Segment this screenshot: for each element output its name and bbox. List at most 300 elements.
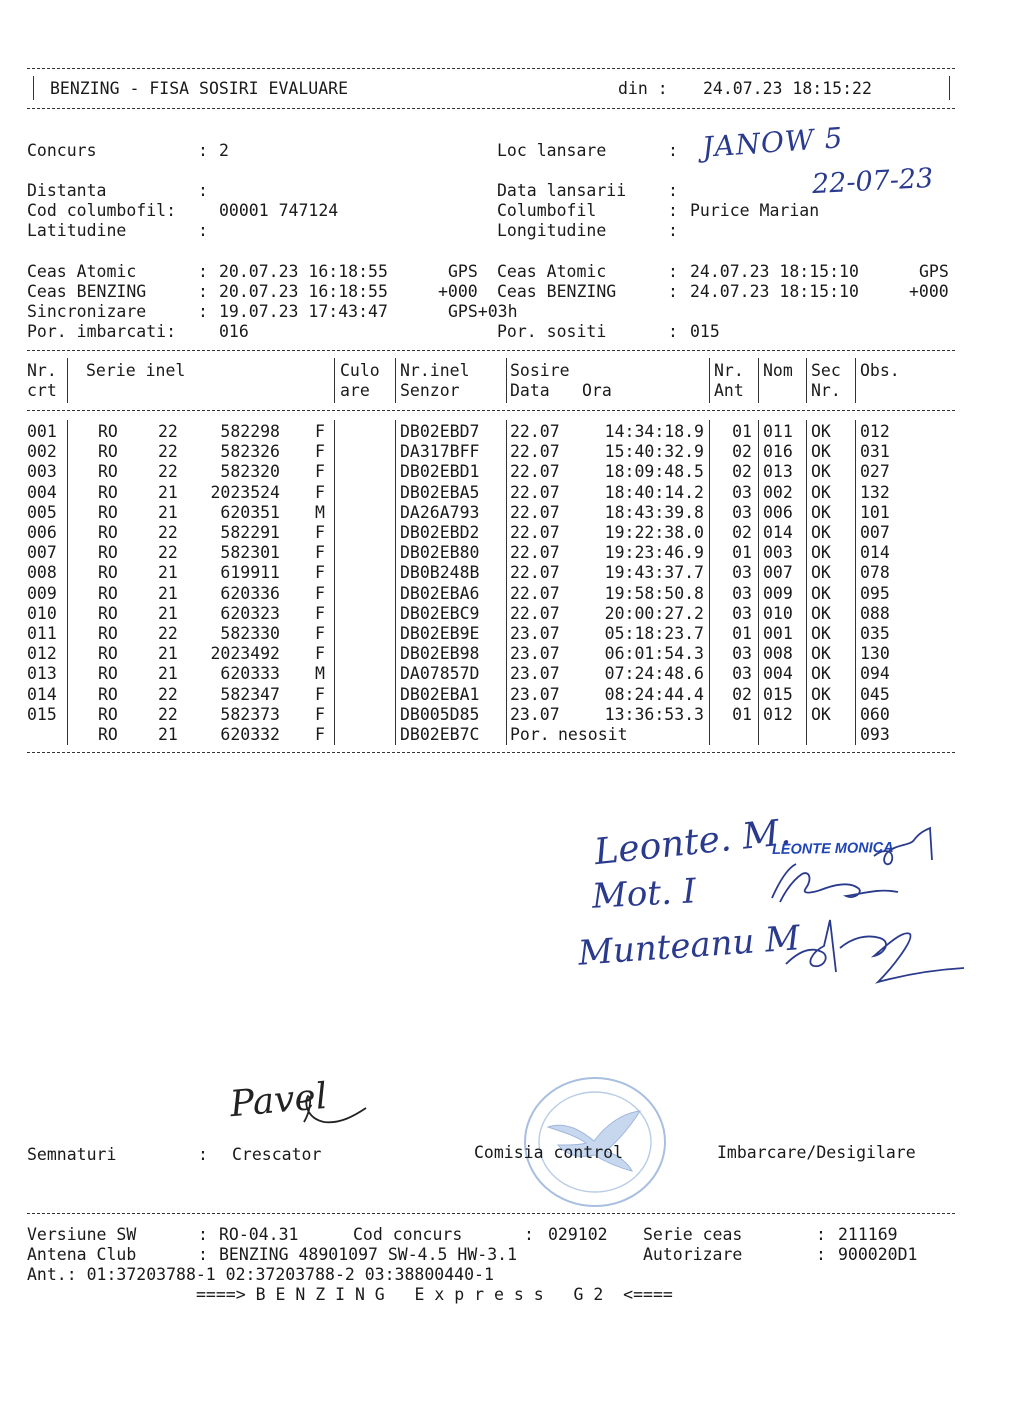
cell-crt: 009 [27, 583, 57, 603]
cell-sec: OK [811, 523, 831, 542]
cell-ring-number: 619911 [220, 563, 280, 583]
cell-obs: 130 [860, 644, 890, 664]
cell-obs: 031 [860, 442, 890, 462]
cell-nom: 012 [763, 704, 793, 724]
th-culo: Culo [340, 361, 380, 380]
cell-sex: F [315, 644, 325, 664]
cell-antenna: 03 [732, 563, 752, 583]
cell-ring-number: 620332 [220, 725, 280, 744]
cell-year: 21 [158, 603, 178, 623]
signature-scribble-3 [780, 912, 970, 992]
cell-sensor: DB02EBA6 [400, 583, 480, 603]
cell-crt: 008 [27, 563, 57, 583]
cell-date: Por. [510, 725, 550, 744]
cod-concurs-colon: : [524, 1225, 534, 1244]
cell-ring-number: 582320 [220, 462, 280, 482]
table-row [0, 462, 1024, 482]
ceas-atomic-start-suffix: GPS [448, 262, 478, 281]
table-row [0, 442, 1024, 462]
date-value: 24.07.23 18:15:22 [703, 79, 872, 98]
cell-ring-number: 582298 [220, 422, 280, 441]
cell-obs: 027 [860, 462, 890, 482]
cell-date: 22.07 [510, 422, 560, 441]
cell-antenna: 02 [732, 523, 752, 542]
cell-sex: F [315, 442, 325, 462]
cell-antenna: 03 [732, 502, 752, 522]
cell-nom: 013 [763, 462, 793, 482]
signature-leonte: Leonte. M. [592, 811, 793, 874]
cell-sensor: DB02EBC9 [400, 603, 480, 623]
cell-crt: 015 [27, 704, 57, 724]
cell-sensor: DB02EBD7 [400, 422, 480, 441]
col-sep-3-head [395, 358, 396, 403]
cell-sex: F [315, 624, 325, 643]
cell-antenna: 01 [732, 704, 752, 724]
cell-sensor: DA317BFF [400, 442, 480, 462]
cell-year: 22 [158, 442, 178, 462]
ceas-atomic-start-label: Ceas Atomic [27, 262, 137, 281]
versiune-value: RO-04.31 [219, 1225, 299, 1244]
cell-country: RO [98, 422, 118, 441]
cell-ring-number: 620351 [220, 502, 280, 522]
table-bottom-rule [27, 752, 955, 753]
cell-nom: 010 [763, 603, 793, 623]
cell-sex: F [315, 704, 325, 724]
cell-time: 13:36:53.3 [604, 704, 704, 724]
cell-sex: M [315, 664, 325, 684]
th-are: are [340, 381, 370, 400]
cell-year: 21 [158, 583, 178, 603]
cell-ring-number: 2023492 [210, 644, 280, 664]
cell-crt: 006 [27, 523, 57, 542]
cell-sec: OK [811, 644, 831, 664]
cell-obs: 101 [860, 502, 890, 522]
header-left-bar [33, 76, 34, 100]
th-nr-inel: Nr.inel [400, 361, 470, 380]
table-row [0, 483, 1024, 503]
cell-ring-number: 582301 [220, 543, 280, 563]
cell-date: 22.07 [510, 482, 560, 502]
cell-date: 23.07 [510, 704, 560, 724]
cell-antenna: 01 [732, 422, 752, 441]
antena-label: Antena Club [27, 1245, 137, 1264]
cell-sec: OK [811, 684, 831, 704]
cell-antenna: 03 [732, 583, 752, 603]
col-sep-4-head [506, 358, 507, 403]
cell-antenna: 03 [732, 482, 752, 502]
cell-nom: 004 [763, 664, 793, 684]
cell-antenna: 01 [732, 624, 752, 643]
cell-sec: OK [811, 563, 831, 583]
cell-sex: F [315, 684, 325, 704]
table-top-rule [27, 350, 955, 351]
cell-crt: 001 [27, 422, 57, 441]
cell-nom: 014 [763, 523, 793, 542]
signature-crescator-stroke [300, 1092, 370, 1128]
cell-crt: 012 [27, 644, 57, 664]
cell-time: 19:22:38.0 [604, 523, 704, 542]
table-row [0, 624, 1024, 644]
cell-date: 22.07 [510, 523, 560, 542]
cell-year: 21 [158, 563, 178, 583]
cell-ring-number: 582330 [220, 624, 280, 643]
cell-sex: F [315, 563, 325, 583]
cell-crt: 005 [27, 502, 57, 522]
serie-ceas-label: Serie ceas [643, 1225, 743, 1244]
cell-sec: OK [811, 603, 831, 623]
cell-country: RO [98, 624, 118, 643]
cell-sensor: DB02EB98 [400, 644, 480, 664]
sositi-value: 015 [690, 322, 720, 341]
cell-obs: 132 [860, 482, 890, 502]
semnaturi-label: Semnaturi [27, 1145, 117, 1164]
cell-date: 22.07 [510, 462, 560, 482]
data-lansarii-colon: : [668, 181, 678, 200]
cell-sec: OK [811, 482, 831, 502]
th-nr: Nr. [27, 361, 57, 380]
cell-sec: OK [811, 704, 831, 724]
cell-crt: 010 [27, 603, 57, 623]
cod-concurs-label: Cod concurs [353, 1225, 463, 1244]
header-bottom-rule [27, 108, 955, 109]
col-sep-5-head [709, 358, 710, 403]
cell-antenna: 03 [732, 664, 752, 684]
cell-obs: 014 [860, 543, 890, 563]
cell-sensor: DB0B248B [400, 563, 480, 583]
cell-date: 22.07 [510, 543, 560, 563]
cell-sec: OK [811, 462, 831, 482]
cell-sensor: DB02EBA5 [400, 482, 480, 502]
cell-sensor: DA07857D [400, 664, 480, 684]
cell-obs: 012 [860, 422, 890, 441]
cell-year: 21 [158, 725, 178, 744]
date-label: din : [618, 79, 668, 98]
table-row [0, 523, 1024, 543]
brand-line: ====> B E N Z I N G E x p r e s s G 2 <==== [196, 1285, 673, 1304]
cell-time: 18:43:39.8 [604, 502, 704, 522]
cell-country: RO [98, 462, 118, 482]
distanta-colon: : [198, 181, 208, 200]
sincronizare-label: Sincronizare [27, 302, 147, 321]
cell-nom: 008 [763, 644, 793, 664]
cell-year: 21 [158, 644, 178, 664]
table-row [0, 543, 1024, 563]
table-row [0, 604, 1024, 624]
cell-obs: 093 [860, 725, 890, 744]
col-sep-1-head [67, 358, 68, 403]
ceas-benzing-end-value: 24.07.23 18:15:10 [690, 282, 859, 301]
cell-date: 22.07 [510, 502, 560, 522]
cell-date: 23.07 [510, 684, 560, 704]
cell-time: 08:24:44.4 [604, 684, 704, 704]
table-row [0, 584, 1024, 604]
cell-time: nesosit [558, 725, 628, 744]
ceas-atomic-start-value: 20.07.23 16:18:55 [219, 262, 388, 281]
cell-sensor: DA26A793 [400, 502, 480, 522]
serie-ceas-colon: : [816, 1225, 826, 1244]
cell-obs: 088 [860, 603, 890, 623]
cell-date: 22.07 [510, 603, 560, 623]
cell-sex: F [315, 422, 325, 441]
cell-country: RO [98, 523, 118, 542]
cell-nom: 011 [763, 422, 793, 441]
cell-sex: F [315, 583, 325, 603]
th-data: Data [510, 381, 550, 400]
ceas-benzing-end-colon: : [668, 282, 678, 301]
document-title: BENZING - FISA SOSIRI EVALUARE [50, 79, 349, 98]
th-serie-inel: Serie inel [86, 361, 186, 380]
cell-country: RO [98, 502, 118, 522]
cell-time: 06:01:54.3 [604, 644, 704, 664]
cell-sec: OK [811, 664, 831, 684]
latitudine-label: Latitudine [27, 221, 127, 240]
cell-sec: OK [811, 422, 831, 441]
cell-year: 21 [158, 502, 178, 522]
cell-country: RO [98, 644, 118, 664]
cell-sensor: DB02EB80 [400, 543, 480, 563]
cell-year: 21 [158, 482, 178, 502]
data-lansarii-label: Data lansarii [497, 181, 627, 200]
cod-columbofil-value: 00001 747124 [219, 201, 339, 220]
cell-crt: 004 [27, 482, 57, 502]
cell-country: RO [98, 684, 118, 704]
table-row [0, 664, 1024, 684]
ceas-benzing-start-colon: : [198, 282, 208, 301]
cell-date: 22.07 [510, 583, 560, 603]
cell-year: 22 [158, 704, 178, 724]
cell-date: 23.07 [510, 624, 560, 643]
th-crt: crt [27, 381, 57, 400]
cell-time: 14:34:18.9 [604, 422, 704, 441]
cell-time: 15:40:32.9 [604, 442, 704, 462]
col-sep-6-head [758, 358, 759, 403]
ceas-atomic-end-colon: : [668, 262, 678, 281]
cell-ring-number: 582373 [220, 704, 280, 724]
table-row [0, 705, 1024, 725]
cell-nom: 016 [763, 442, 793, 462]
cell-country: RO [98, 704, 118, 724]
cell-nom: 007 [763, 563, 793, 583]
columbofil-value: Purice Marian [690, 201, 820, 220]
versiune-label: Versiune SW [27, 1225, 137, 1244]
cell-sex: F [315, 523, 325, 542]
cell-time: 18:40:14.2 [604, 482, 704, 502]
cell-date: 22.07 [510, 442, 560, 462]
cell-year: 22 [158, 462, 178, 482]
cell-sensor: DB02EBA1 [400, 684, 480, 704]
cell-obs: 094 [860, 664, 890, 684]
header-right-bar [949, 76, 950, 100]
antena-value: BENZING 48901097 SW-4.5 HW-3.1 [219, 1245, 518, 1264]
cell-nom: 009 [763, 583, 793, 603]
cell-country: RO [98, 664, 118, 684]
signature-scribble-2 [766, 858, 906, 918]
cell-date: 22.07 [510, 563, 560, 583]
sositi-label: Por. sositi [497, 322, 607, 341]
cell-antenna: 03 [732, 644, 752, 664]
cell-ring-number: 582326 [220, 442, 280, 462]
concurs-value: 2 [219, 141, 229, 160]
sincronizare-value: 19.07.23 17:43:47 [219, 302, 388, 321]
cell-time: 18:09:48.5 [604, 462, 704, 482]
cell-antenna: 03 [732, 603, 752, 623]
cell-country: RO [98, 603, 118, 623]
cell-time: 19:58:50.8 [604, 583, 704, 603]
ceas-benzing-end-suffix: +000 [909, 282, 949, 301]
cell-sex: F [315, 482, 325, 502]
table-row [0, 685, 1024, 705]
cell-country: RO [98, 442, 118, 462]
cell-year: 22 [158, 684, 178, 704]
cell-sensor: DB02EB7C [400, 725, 480, 744]
th-nom: Nom [763, 361, 793, 380]
ceas-benzing-end-label: Ceas BENZING [497, 282, 617, 301]
ceas-atomic-end-suffix: GPS [919, 262, 949, 281]
table-header-rule [27, 410, 955, 411]
cell-antenna: 02 [732, 442, 752, 462]
ceas-atomic-end-label: Ceas Atomic [497, 262, 607, 281]
col-sep-8-head [855, 358, 856, 403]
cell-sec: OK [811, 442, 831, 462]
cell-sensor: DB02EBD2 [400, 523, 480, 542]
table-row [0, 422, 1024, 442]
imbarcati-label: Por. imbarcati: [27, 322, 177, 341]
cell-ring-number: 620323 [220, 603, 280, 623]
serie-ceas-value: 211169 [838, 1225, 898, 1244]
th-nr-ant: Nr. [714, 361, 744, 380]
cod-concurs-value: 029102 [548, 1225, 608, 1244]
name-stamp-leonte-monica: LEONTE MONICA [771, 839, 894, 859]
cell-sec: OK [811, 624, 831, 643]
col-sep-7-head [806, 358, 807, 403]
cell-country: RO [98, 563, 118, 583]
table-row [0, 644, 1024, 664]
cell-nom: 002 [763, 482, 793, 502]
data-lansarii-handwritten: 22-07-23 [811, 162, 935, 201]
cell-sensor: DB02EBD1 [400, 462, 480, 482]
columbofil-colon: : [668, 201, 678, 220]
ceas-benzing-start-label: Ceas BENZING [27, 282, 147, 301]
cell-antenna: 01 [732, 543, 752, 563]
longitudine-colon: : [668, 221, 678, 240]
signature-crescator-pavel: Pavel [228, 1075, 329, 1126]
loc-lansare-colon: : [668, 141, 678, 160]
cell-crt: 007 [27, 543, 57, 563]
th-sec-nr: Nr. [811, 381, 841, 400]
imbarcare-label: Imbarcare/Desigilare [717, 1143, 916, 1162]
cell-sex: F [315, 462, 325, 482]
concurs-label: Concurs [27, 141, 97, 160]
versiune-colon: : [198, 1225, 208, 1244]
ceas-atomic-start-colon: : [198, 262, 208, 281]
distanta-label: Distanta [27, 181, 107, 200]
cell-nom: 006 [763, 502, 793, 522]
comisia-label: Comisia control [474, 1143, 624, 1162]
cell-time: 19:23:46.9 [604, 543, 704, 563]
cell-ring-number: 620336 [220, 583, 280, 603]
signature-munteanu: Munteanu M [576, 918, 802, 974]
cell-year: 22 [158, 422, 178, 441]
cell-obs: 060 [860, 704, 890, 724]
th-senzor: Senzor [400, 381, 460, 400]
cod-columbofil-label: Cod columbofil: [27, 201, 177, 220]
cell-sex: F [315, 603, 325, 623]
antenna-list: Ant.: 01:37203788-1 02:37203788-2 03:38800440-1 [27, 1265, 494, 1284]
autorizare-colon: : [816, 1245, 826, 1264]
cell-obs: 045 [860, 684, 890, 704]
longitudine-label: Longitudine [497, 221, 607, 240]
crescator-label: Crescator [232, 1145, 322, 1164]
ceas-atomic-end-value: 24.07.23 18:15:10 [690, 262, 859, 281]
cell-ring-number: 2023524 [210, 482, 280, 502]
cell-ring-number: 582291 [220, 523, 280, 542]
cell-country: RO [98, 482, 118, 502]
cell-sex: F [315, 725, 325, 744]
autorizare-label: Autorizare [643, 1245, 743, 1264]
sincronizare-suffix: GPS+03h [448, 302, 518, 321]
cell-ring-number: 620333 [220, 664, 280, 684]
table-row [0, 563, 1024, 583]
loc-lansare-handwritten: JANOW 5 [701, 121, 845, 164]
cell-sex: F [315, 543, 325, 563]
loc-lansare-label: Loc lansare [497, 141, 607, 160]
semnaturi-colon: : [198, 1145, 208, 1164]
th-ant: Ant [714, 381, 744, 400]
cell-crt: 002 [27, 442, 57, 462]
cell-year: 21 [158, 664, 178, 684]
cell-antenna: 02 [732, 684, 752, 704]
cell-sec: OK [811, 543, 831, 563]
col-sep-2-head [334, 358, 335, 403]
signature-mot: Mot. I [591, 871, 697, 917]
cell-sensor: DB02EB9E [400, 624, 480, 643]
latitudine-colon: : [198, 221, 208, 240]
cell-country: RO [98, 543, 118, 563]
cell-year: 22 [158, 543, 178, 563]
table-row [0, 503, 1024, 523]
cell-date: 23.07 [510, 664, 560, 684]
cell-crt: 011 [27, 624, 57, 643]
sincronizare-colon: : [198, 302, 208, 321]
cell-date: 23.07 [510, 644, 560, 664]
cell-nom: 015 [763, 684, 793, 704]
ceas-benzing-start-suffix: +000 [438, 282, 478, 301]
cell-sec: OK [811, 502, 831, 522]
cell-year: 22 [158, 523, 178, 542]
imbarcati-value: 016 [219, 322, 249, 341]
cell-crt: 014 [27, 684, 57, 704]
footer-top-rule [27, 1213, 955, 1214]
concurs-colon: : [198, 141, 208, 160]
autorizare-value: 900020D1 [838, 1245, 918, 1264]
cell-crt: 013 [27, 664, 57, 684]
cell-country: RO [98, 583, 118, 603]
cell-obs: 078 [860, 563, 890, 583]
th-sec: Sec [811, 361, 841, 380]
cell-time: 19:43:37.7 [604, 563, 704, 583]
cell-time: 20:00:27.2 [604, 603, 704, 623]
cell-sensor: DB005D85 [400, 704, 480, 724]
cell-ring-number: 582347 [220, 684, 280, 704]
ceas-benzing-start-value: 20.07.23 16:18:55 [219, 282, 388, 301]
cell-nom: 003 [763, 543, 793, 563]
cell-time: 05:18:23.7 [604, 624, 704, 643]
cell-country: RO [98, 725, 118, 744]
cell-year: 22 [158, 624, 178, 643]
cell-obs: 035 [860, 624, 890, 643]
cell-obs: 095 [860, 583, 890, 603]
cell-obs: 007 [860, 523, 890, 542]
